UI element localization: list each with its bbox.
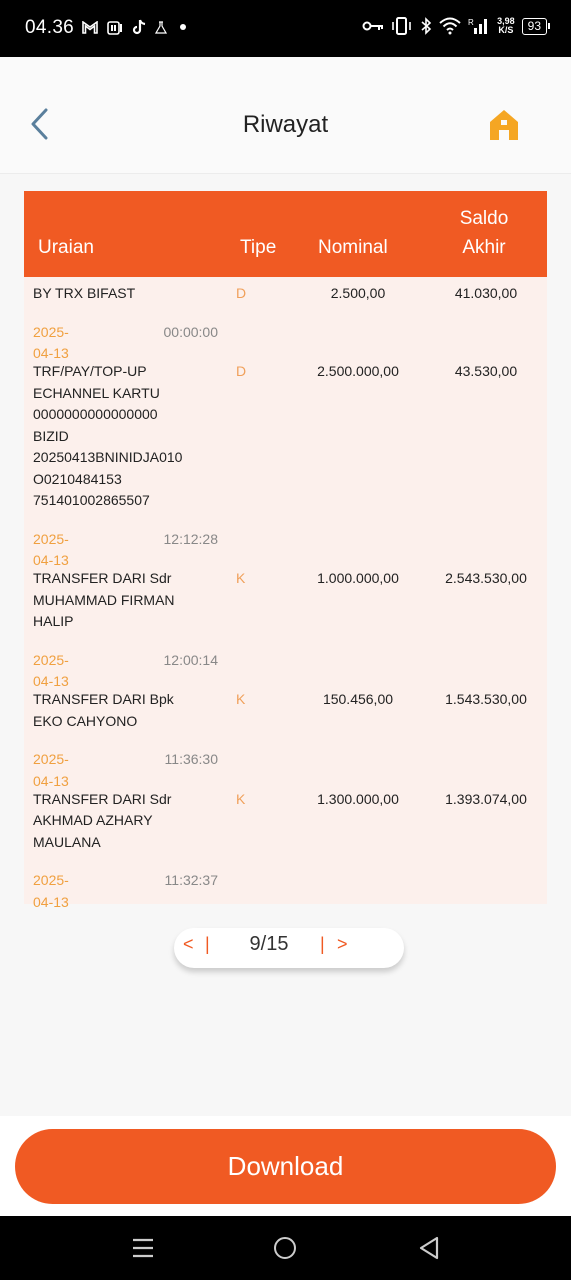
row-date: 2025-04-13 bbox=[33, 751, 69, 789]
description-line: BY TRX BIFAST bbox=[33, 285, 136, 301]
row-balance: 2.543.530,00 bbox=[445, 570, 527, 586]
column-saldo-akhir bbox=[444, 204, 524, 262]
description-line: 751401002865507 bbox=[33, 492, 150, 508]
back-nav-icon[interactable] bbox=[418, 1236, 440, 1260]
description-line: TRANSFER DARI Sdr bbox=[33, 570, 172, 586]
description-line: BIZID bbox=[33, 427, 69, 444]
app-header bbox=[0, 57, 571, 174]
flask-icon bbox=[155, 21, 167, 34]
row-nominal: 150.456,00 bbox=[322, 691, 394, 707]
row-type: K bbox=[236, 691, 246, 707]
row-balance: 1.393.074,00 bbox=[445, 790, 527, 807]
description-line: TRF/PAY/TOP-UP bbox=[33, 363, 147, 379]
app-icon bbox=[107, 20, 123, 35]
row-date: 2025-04-13 bbox=[33, 323, 69, 361]
row-balance: 1.543.530,00 bbox=[445, 691, 527, 707]
row-time: 12:12:28 bbox=[163, 530, 218, 547]
svg-text:R: R bbox=[468, 18, 474, 27]
description-line: EKO CAHYONO bbox=[33, 712, 138, 729]
description-line: MUHAMMAD FIRMAN bbox=[33, 591, 175, 608]
network-speed bbox=[497, 17, 515, 35]
row-nominal: 1.300.000,00 bbox=[317, 790, 399, 807]
table-header bbox=[24, 191, 547, 277]
row-date: 2025-04-13 bbox=[33, 530, 69, 568]
home-button[interactable] bbox=[489, 109, 519, 141]
speed-unit: K/S bbox=[498, 25, 514, 35]
prev-page-button[interactable]: < bbox=[183, 934, 194, 954]
row-time: 11:36:30 bbox=[164, 751, 218, 767]
battery-indicator: 93 bbox=[522, 18, 547, 35]
vibrate-icon bbox=[391, 17, 413, 35]
description-line: 20250413BNINIDJA010 bbox=[33, 449, 183, 465]
tiktok-icon bbox=[132, 19, 146, 35]
row-time: 11:32:37 bbox=[164, 872, 218, 888]
pagination bbox=[174, 928, 404, 968]
status-bar bbox=[0, 0, 571, 57]
row-date: 2025-04-13 bbox=[33, 651, 69, 689]
row-balance: 41.030,00 bbox=[454, 285, 518, 301]
row-balance: 43.530,00 bbox=[454, 363, 518, 379]
row-description bbox=[33, 689, 213, 732]
description-line: O0210484153 bbox=[33, 470, 122, 487]
description-line: AKHMAD AZHARY bbox=[33, 812, 153, 828]
wifi-icon bbox=[439, 17, 461, 35]
column-nominal: Nominal bbox=[318, 237, 388, 258]
system-nav-bar bbox=[0, 1216, 571, 1280]
row-nominal: 1.000.000,00 bbox=[317, 570, 399, 586]
description-line: TRANSFER DARI Bpk bbox=[33, 691, 174, 707]
key-icon bbox=[362, 20, 384, 32]
description-line: MAULANA bbox=[33, 833, 101, 850]
column-saldo-line1: Saldo bbox=[459, 208, 509, 229]
notification-icons bbox=[82, 19, 190, 35]
column-tipe: Tipe bbox=[240, 237, 277, 258]
row-description bbox=[33, 789, 213, 854]
signal-icon bbox=[468, 17, 490, 35]
status-time: 04.36 bbox=[25, 17, 75, 38]
row-type: K bbox=[236, 790, 246, 807]
description-line: 0000000000000000 bbox=[33, 406, 158, 422]
bluetooth-icon bbox=[420, 17, 432, 35]
row-description bbox=[33, 568, 213, 633]
pagination-divider: | bbox=[320, 934, 325, 954]
next-page-button[interactable]: > bbox=[337, 934, 348, 954]
description-line: HALIP bbox=[33, 613, 74, 629]
row-type: D bbox=[236, 363, 247, 379]
row-nominal: 2.500.000,00 bbox=[317, 363, 399, 379]
pagination-divider: | bbox=[205, 934, 210, 954]
row-time: 00:00:00 bbox=[163, 323, 218, 340]
row-description bbox=[33, 283, 213, 305]
dot-icon bbox=[176, 20, 190, 34]
gmail-icon bbox=[82, 21, 98, 34]
row-type: D bbox=[236, 285, 247, 301]
row-type: K bbox=[236, 570, 246, 586]
download-button[interactable]: Download bbox=[15, 1129, 556, 1204]
row-time: 12:00:14 bbox=[163, 651, 218, 668]
row-date: 2025-04-13 bbox=[33, 872, 69, 910]
system-icons bbox=[362, 17, 547, 35]
recent-apps-icon[interactable] bbox=[132, 1238, 154, 1258]
home-nav-icon[interactable] bbox=[274, 1237, 296, 1259]
description-line: ECHANNEL KARTU bbox=[33, 384, 160, 401]
row-description bbox=[33, 361, 213, 512]
page-title: Riwayat bbox=[242, 111, 329, 138]
description-line: TRANSFER DARI Sdr bbox=[33, 790, 172, 807]
speed-value: 3,98 bbox=[497, 16, 515, 26]
page-indicator: 9/15 bbox=[249, 933, 289, 955]
column-saldo-line2: Akhir bbox=[462, 237, 506, 258]
transaction-table bbox=[24, 191, 547, 910]
column-uraian: Uraian bbox=[38, 237, 94, 258]
row-nominal: 2.500,00 bbox=[330, 285, 386, 301]
